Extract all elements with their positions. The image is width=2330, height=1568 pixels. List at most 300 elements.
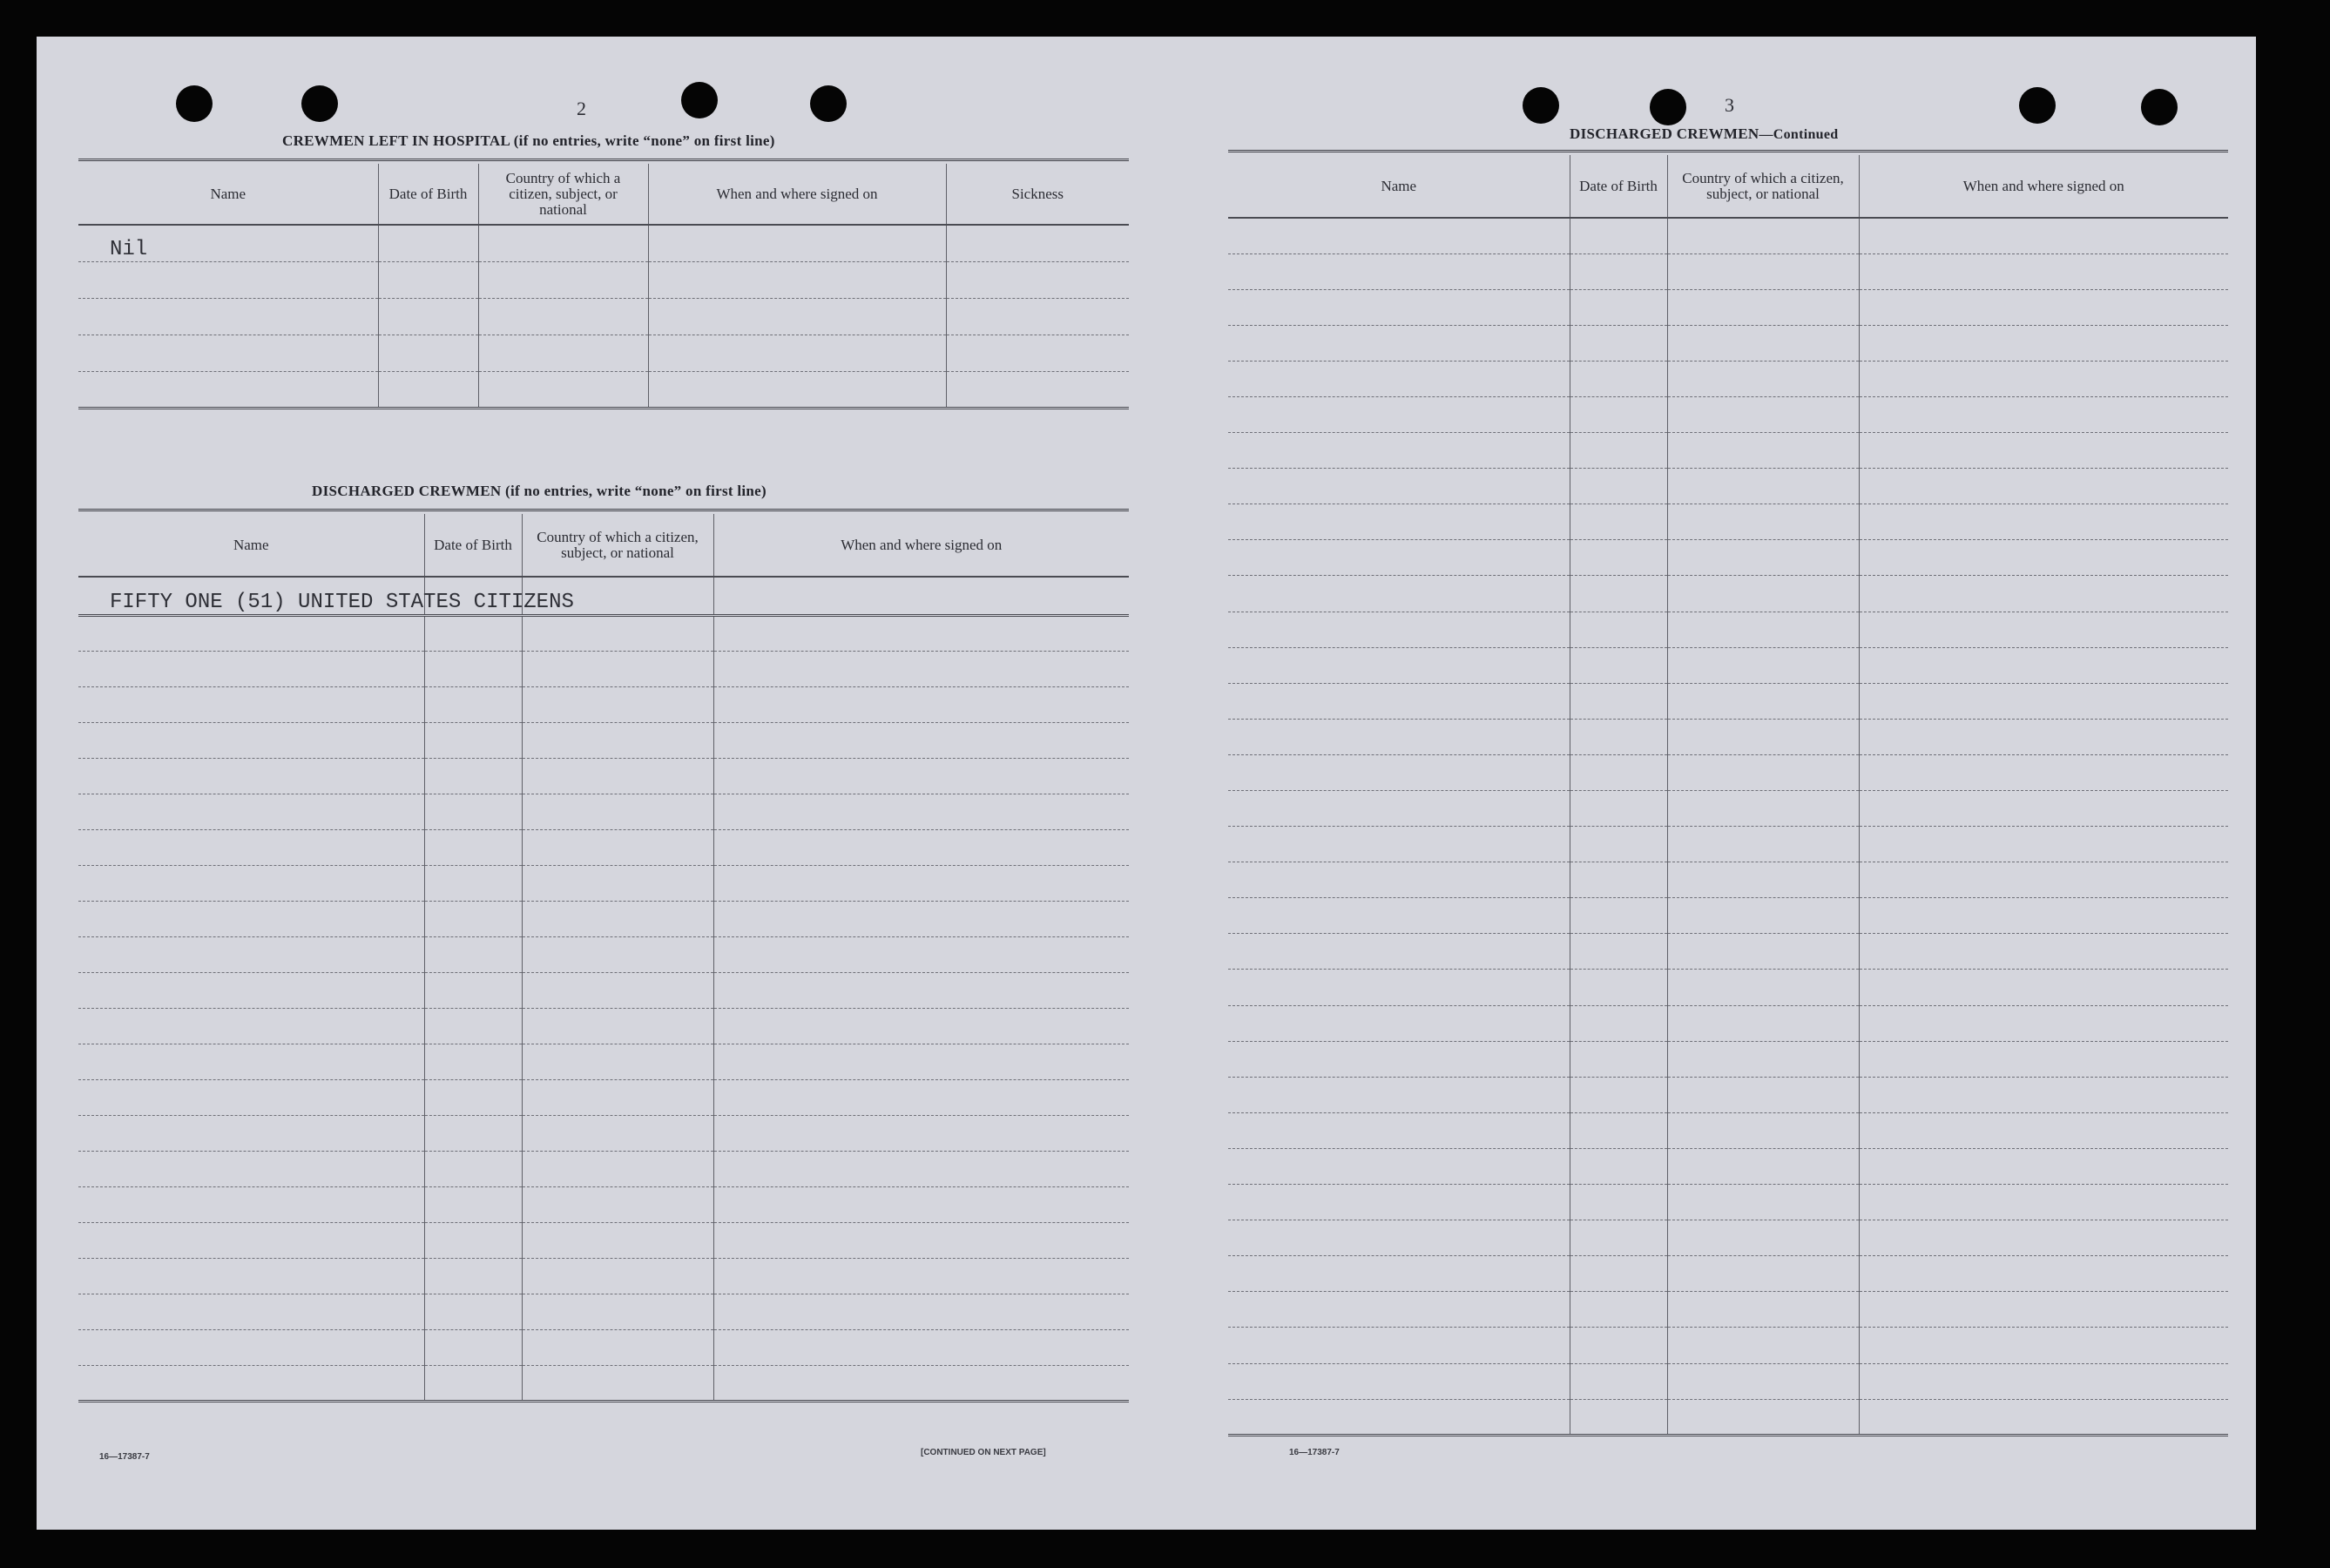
- discharged-continued-table: [1228, 155, 2228, 1436]
- table-cell: [1667, 1256, 1859, 1292]
- table-cell: [1859, 1256, 2228, 1292]
- table-row: [78, 1329, 1129, 1365]
- table-row: [78, 615, 1129, 651]
- table-cell: [522, 1079, 713, 1115]
- table-cell: [648, 335, 946, 371]
- table-cell: [1228, 1399, 1570, 1435]
- table-cell: [1570, 1220, 1667, 1256]
- table-row: [78, 722, 1129, 758]
- table-cell: [478, 298, 648, 335]
- table-cell: [713, 829, 1129, 865]
- table-cell: [1667, 683, 1859, 719]
- table-cell: [378, 371, 478, 408]
- table-cell: [78, 1329, 424, 1365]
- table-cell: [78, 686, 424, 722]
- table-cell: [378, 335, 478, 371]
- table-row: [1228, 683, 2228, 719]
- table-cell: [1667, 1328, 1859, 1363]
- table-cell: [1570, 1399, 1667, 1435]
- table-cell: [1667, 576, 1859, 612]
- table-cell: [378, 225, 478, 261]
- column-header-signed-on: When and where signed on: [713, 514, 1129, 577]
- table-cell: [713, 686, 1129, 722]
- table-cell: [1228, 1363, 1570, 1399]
- table-cell: [713, 1294, 1129, 1329]
- table-row: [1228, 970, 2228, 1005]
- table-cell: [1570, 1077, 1667, 1112]
- hospital-table: [78, 164, 1129, 409]
- table-cell: [1228, 970, 1570, 1005]
- table-cell: [1570, 862, 1667, 898]
- left-page: [37, 37, 1143, 1530]
- table-cell: [78, 936, 424, 972]
- table-cell: [1570, 1112, 1667, 1148]
- discharged-continued-title: DISCHARGED CREWMEN—Continued: [1570, 125, 1839, 142]
- table-cell: [1667, 1077, 1859, 1112]
- table-cell: [1667, 218, 1859, 253]
- table-cell: [1570, 1363, 1667, 1399]
- table-cell: [1667, 253, 1859, 289]
- table-cell: [713, 615, 1129, 651]
- table-cell: [1570, 970, 1667, 1005]
- table-cell: [78, 1008, 424, 1044]
- column-header-date-of-birth: Date of Birth: [424, 514, 522, 577]
- table-cell: [1667, 970, 1859, 1005]
- table-cell: [78, 1186, 424, 1222]
- table-cell: [1859, 827, 2228, 862]
- table-cell: [1859, 1220, 2228, 1256]
- table-cell: [1667, 396, 1859, 432]
- table-cell: [1570, 791, 1667, 827]
- table-cell: [1570, 469, 1667, 504]
- table-cell: [424, 1329, 522, 1365]
- table-cell: [1859, 576, 2228, 612]
- table-cell: [1570, 289, 1667, 325]
- table-cell: [1667, 504, 1859, 540]
- table-cell: [522, 865, 713, 901]
- table-cell: [713, 722, 1129, 758]
- table-row: [1228, 469, 2228, 504]
- table-cell: [78, 225, 378, 261]
- table-row: [78, 651, 1129, 686]
- table-cell: [713, 1186, 1129, 1222]
- column-header-country: Country of which a citizen, subject, or national: [522, 514, 713, 577]
- table-cell: [522, 1329, 713, 1365]
- table-cell: [946, 335, 1129, 371]
- table-row: [1228, 396, 2228, 432]
- table-row: [78, 1008, 1129, 1044]
- table-cell: [1667, 754, 1859, 790]
- table-cell: [1228, 934, 1570, 970]
- table-cell: [1667, 469, 1859, 504]
- table-row: [1228, 754, 2228, 790]
- table-cell: [713, 794, 1129, 829]
- table-cell: [424, 829, 522, 865]
- column-header-country: Country of which a citizen, subject, or national: [478, 164, 648, 225]
- table-cell: [424, 1115, 522, 1151]
- table-cell: [78, 722, 424, 758]
- table-cell: [1570, 683, 1667, 719]
- table-cell: [1570, 934, 1667, 970]
- table-cell: [1228, 719, 1570, 754]
- table-cell: [1667, 719, 1859, 754]
- table-cell: [1228, 433, 1570, 469]
- table-cell: [522, 686, 713, 722]
- table-cell: [1228, 576, 1570, 612]
- table-cell: [1667, 1399, 1859, 1435]
- table-cell: [1859, 1148, 2228, 1184]
- table-cell: [1228, 754, 1570, 790]
- table-cell: [78, 972, 424, 1008]
- table-cell: [1570, 504, 1667, 540]
- table-cell: [1570, 1148, 1667, 1184]
- table-cell: [713, 972, 1129, 1008]
- table-cell: [522, 1151, 713, 1186]
- column-header-signed-on: When and where signed on: [1859, 155, 2228, 218]
- table-cell: [424, 758, 522, 794]
- table-cell: [1859, 970, 2228, 1005]
- table-cell: [1859, 325, 2228, 361]
- table-row: [78, 865, 1129, 901]
- table-cell: [1859, 754, 2228, 790]
- column-header-name: Name: [1228, 155, 1570, 218]
- table-cell: [1570, 827, 1667, 862]
- table-row: [1228, 433, 2228, 469]
- table-cell: [378, 298, 478, 335]
- table-cell: [522, 1258, 713, 1294]
- table-cell: [78, 794, 424, 829]
- table-cell: [1859, 1328, 2228, 1363]
- table-cell: [1859, 433, 2228, 469]
- table-cell: [78, 758, 424, 794]
- table-cell: [78, 1044, 424, 1079]
- table-cell: [424, 865, 522, 901]
- form-number: 16—17387-7: [99, 1452, 150, 1462]
- table-cell: [1859, 1363, 2228, 1399]
- table-cell: [648, 298, 946, 335]
- table-row: [1228, 1220, 2228, 1256]
- right-top-rule: [1228, 150, 2228, 152]
- table-cell: [424, 1365, 522, 1401]
- table-row: [78, 1115, 1129, 1151]
- table-row: [78, 794, 1129, 829]
- table-cell: [522, 1186, 713, 1222]
- table-cell: [1228, 612, 1570, 647]
- table-cell: [1667, 540, 1859, 576]
- table-cell: [78, 1115, 424, 1151]
- table-cell: [1859, 289, 2228, 325]
- table-cell: [78, 1258, 424, 1294]
- table-row: [78, 1079, 1129, 1115]
- table-cell: [1859, 469, 2228, 504]
- column-header-date-of-birth: Date of Birth: [378, 164, 478, 225]
- table-row: [78, 1258, 1129, 1294]
- table-cell: [1859, 934, 2228, 970]
- table-cell: [1859, 862, 2228, 898]
- table-cell: [713, 901, 1129, 936]
- table-cell: [1228, 1185, 1570, 1220]
- table-cell: [1228, 1328, 1570, 1363]
- table-cell: [1228, 361, 1570, 396]
- table-cell: [78, 261, 378, 298]
- table-cell: [1570, 719, 1667, 754]
- column-header-country: Country of which a citizen, subject, or national: [1667, 155, 1859, 218]
- table-cell: [1228, 504, 1570, 540]
- table-cell: [78, 651, 424, 686]
- table-row: [1228, 253, 2228, 289]
- table-row: [78, 758, 1129, 794]
- table-row: [1228, 898, 2228, 934]
- table-cell: [1570, 396, 1667, 432]
- typed-entry: FIFTY ONE (51) UNITED STATES CITIZENS: [110, 590, 574, 614]
- table-cell: [713, 1329, 1129, 1365]
- table-cell: [522, 1115, 713, 1151]
- form-sheet: [37, 37, 2256, 1530]
- table-row: [1228, 1112, 2228, 1148]
- table-cell: [1859, 1292, 2228, 1328]
- table-cell: [713, 936, 1129, 972]
- table-cell: [1228, 1292, 1570, 1328]
- table-cell: [1570, 1185, 1667, 1220]
- table-cell: [78, 1294, 424, 1329]
- table-cell: [424, 1294, 522, 1329]
- table-cell: [522, 936, 713, 972]
- table-row: [1228, 862, 2228, 898]
- table-row: [1228, 1005, 2228, 1041]
- table-cell: [1859, 791, 2228, 827]
- table-cell: [78, 901, 424, 936]
- table-cell: [1228, 1005, 1570, 1041]
- table-cell: [78, 1151, 424, 1186]
- table-cell: [522, 1294, 713, 1329]
- table-cell: [1570, 754, 1667, 790]
- table-cell: [1667, 791, 1859, 827]
- column-header-sickness: Sickness: [946, 164, 1129, 225]
- table-cell: [1570, 1256, 1667, 1292]
- table-row: [1228, 1328, 2228, 1363]
- table-cell: [424, 651, 522, 686]
- table-cell: [1570, 433, 1667, 469]
- table-cell: [1859, 898, 2228, 934]
- table-cell: [424, 1079, 522, 1115]
- table-cell: [1570, 1005, 1667, 1041]
- table-cell: [1570, 253, 1667, 289]
- table-row: [78, 1294, 1129, 1329]
- table-cell: [1228, 218, 1570, 253]
- table-cell: [478, 371, 648, 408]
- form-number: 16—17387-7: [1289, 1448, 1340, 1457]
- table-cell: [1570, 361, 1667, 396]
- table-cell: [1228, 1256, 1570, 1292]
- table-row: [1228, 218, 2228, 253]
- table-row: [78, 901, 1129, 936]
- table-cell: [1228, 862, 1570, 898]
- table-row: [78, 1044, 1129, 1079]
- table-cell: [1667, 1041, 1859, 1077]
- table-cell: [522, 829, 713, 865]
- table-cell: [1859, 1005, 2228, 1041]
- table-cell: [713, 577, 1129, 615]
- table-cell: [1667, 647, 1859, 683]
- table-cell: [1570, 218, 1667, 253]
- table-cell: [478, 225, 648, 261]
- table-row: [78, 1151, 1129, 1186]
- table-cell: [648, 225, 946, 261]
- table-row: [1228, 612, 2228, 647]
- table-cell: [1667, 1005, 1859, 1041]
- table-row: [1228, 827, 2228, 862]
- table-cell: [713, 1008, 1129, 1044]
- table-row: [1228, 1148, 2228, 1184]
- table-row: [1228, 1399, 2228, 1435]
- table-cell: [1667, 325, 1859, 361]
- table-row: [78, 686, 1129, 722]
- table-cell: [522, 1222, 713, 1258]
- table-cell: [424, 1008, 522, 1044]
- table-cell: [1570, 325, 1667, 361]
- table-cell: [78, 829, 424, 865]
- table-cell: [1859, 612, 2228, 647]
- table-cell: [1570, 612, 1667, 647]
- table-cell: [713, 1258, 1129, 1294]
- discharged-top-rule: [78, 509, 1129, 511]
- table-cell: [1667, 361, 1859, 396]
- right-page: [1143, 37, 2256, 1530]
- table-cell: [1859, 253, 2228, 289]
- table-cell: [424, 1151, 522, 1186]
- table-row: [1228, 1363, 2228, 1399]
- table-cell: [648, 371, 946, 408]
- table-cell: [1570, 540, 1667, 576]
- table-cell: [946, 371, 1129, 408]
- column-header-name: Name: [78, 514, 424, 577]
- table-cell: [713, 758, 1129, 794]
- table-cell: [1667, 433, 1859, 469]
- table-cell: [1228, 396, 1570, 432]
- table-cell: [1570, 1041, 1667, 1077]
- table-row: [1228, 325, 2228, 361]
- table-row: [1228, 1041, 2228, 1077]
- table-row: [78, 972, 1129, 1008]
- table-cell: [1859, 540, 2228, 576]
- column-header-date-of-birth: Date of Birth: [1570, 155, 1667, 218]
- table-cell: [1228, 469, 1570, 504]
- continued-note: [CONTINUED ON NEXT PAGE]: [921, 1448, 1046, 1457]
- table-cell: [424, 1186, 522, 1222]
- table-cell: [78, 615, 424, 651]
- table-cell: [522, 1008, 713, 1044]
- table-cell: [713, 865, 1129, 901]
- table-cell: [1667, 1292, 1859, 1328]
- table-cell: [648, 261, 946, 298]
- page-number: 3: [1725, 94, 1734, 116]
- table-cell: [424, 722, 522, 758]
- table-cell: [424, 686, 522, 722]
- table-cell: [1228, 325, 1570, 361]
- table-cell: [1859, 719, 2228, 754]
- table-cell: [713, 1115, 1129, 1151]
- discharged-table: [78, 514, 1129, 1402]
- table-cell: [1570, 1292, 1667, 1328]
- table-row: [1228, 791, 2228, 827]
- table-row: [1228, 540, 2228, 576]
- table-cell: [424, 1258, 522, 1294]
- table-cell: [1228, 898, 1570, 934]
- table-cell: [522, 722, 713, 758]
- table-cell: [1667, 827, 1859, 862]
- table-cell: [78, 1365, 424, 1401]
- table-cell: [1570, 647, 1667, 683]
- table-row: [1228, 1185, 2228, 1220]
- table-cell: [1667, 1185, 1859, 1220]
- table-cell: [522, 615, 713, 651]
- table-cell: [522, 758, 713, 794]
- table-cell: [478, 335, 648, 371]
- table-row: [78, 1222, 1129, 1258]
- table-cell: [1228, 1220, 1570, 1256]
- table-cell: [713, 651, 1129, 686]
- table-cell: [378, 261, 478, 298]
- table-cell: [1228, 827, 1570, 862]
- table-cell: [1667, 934, 1859, 970]
- hospital-section-title: CREWMEN LEFT IN HOSPITAL (if no entries, write “none” on first line): [282, 132, 775, 149]
- table-cell: [424, 901, 522, 936]
- table-cell: [1667, 1220, 1859, 1256]
- table-cell: [78, 865, 424, 901]
- table-cell: [1859, 361, 2228, 396]
- table-cell: [78, 1079, 424, 1115]
- table-cell: [946, 298, 1129, 335]
- table-cell: [1570, 898, 1667, 934]
- table-cell: [1859, 1112, 2228, 1148]
- table-row: [1228, 719, 2228, 754]
- typed-entry: Nil: [110, 237, 148, 261]
- table-cell: [713, 1151, 1129, 1186]
- table-cell: [1859, 396, 2228, 432]
- table-cell: [1859, 504, 2228, 540]
- table-cell: [1228, 253, 1570, 289]
- column-header-name: Name: [78, 164, 378, 225]
- table-cell: [78, 335, 378, 371]
- table-cell: [1228, 1148, 1570, 1184]
- table-cell: [1859, 647, 2228, 683]
- table-cell: [424, 615, 522, 651]
- table-cell: [1667, 862, 1859, 898]
- table-cell: [1228, 791, 1570, 827]
- table-cell: [424, 936, 522, 972]
- table-cell: [1667, 612, 1859, 647]
- table-cell: [1228, 683, 1570, 719]
- table-row: [1228, 361, 2228, 396]
- table-cell: [713, 1044, 1129, 1079]
- table-cell: [522, 651, 713, 686]
- table-row: [1228, 289, 2228, 325]
- table-cell: [424, 1044, 522, 1079]
- table-cell: [713, 1222, 1129, 1258]
- table-row: [78, 1186, 1129, 1222]
- table-cell: [1667, 1148, 1859, 1184]
- table-row: [78, 936, 1129, 972]
- table-cell: [1667, 289, 1859, 325]
- page-number: 2: [577, 98, 586, 119]
- table-cell: [1570, 576, 1667, 612]
- table-cell: [424, 972, 522, 1008]
- table-cell: [713, 1079, 1129, 1115]
- table-cell: [78, 298, 378, 335]
- table-cell: [522, 901, 713, 936]
- table-row: [1228, 1077, 2228, 1112]
- table-cell: [1859, 1041, 2228, 1077]
